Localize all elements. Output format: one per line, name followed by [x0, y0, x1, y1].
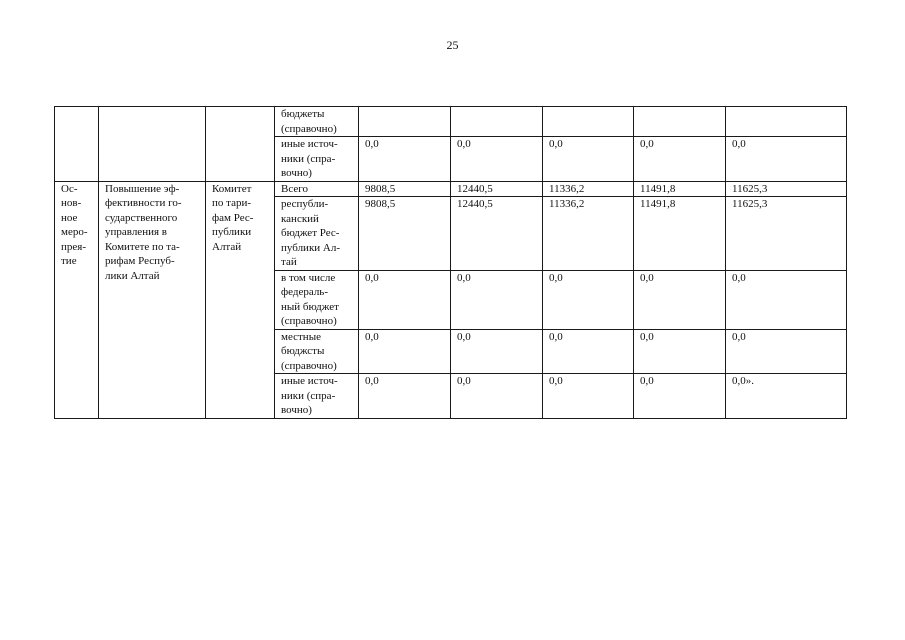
value-cell: 12440,5	[451, 181, 543, 197]
name-cell-continued	[99, 107, 206, 182]
value-cell: 0,0	[359, 270, 451, 329]
value-cell: 0,0	[451, 329, 543, 374]
value-cell: 0,0».	[726, 374, 847, 419]
value-cell	[359, 107, 451, 137]
value-cell: 0,0	[634, 329, 726, 374]
value-cell: 0,0	[359, 137, 451, 182]
value-cell: 0,0	[451, 137, 543, 182]
value-cell: 11625,3	[726, 181, 847, 197]
value-cell: 11491,8	[634, 181, 726, 197]
executor-cell: Комитет по тари- фам Рес- публики Алтай	[206, 181, 275, 418]
value-cell	[726, 107, 847, 137]
activity-name-cell: Повышение эф- фективности го- сударственного управления в Комитете по та- рифам Респуб- лики Алтай	[99, 181, 206, 418]
value-cell: 12440,5	[451, 197, 543, 271]
category-cell-continued	[55, 107, 99, 182]
source-cell: иные источ- ники (спра- вочно)	[275, 374, 359, 419]
page-number: 25	[446, 38, 459, 52]
source-cell: бюджеты (справочно)	[275, 107, 359, 137]
value-cell: 9808,5	[359, 197, 451, 271]
value-cell: 0,0	[634, 374, 726, 419]
source-cell: Всего	[275, 181, 359, 197]
value-cell: 0,0	[543, 270, 634, 329]
value-cell: 0,0	[451, 270, 543, 329]
table-row	[55, 181, 847, 197]
value-cell: 0,0	[726, 137, 847, 182]
executor-cell-continued	[206, 107, 275, 182]
value-cell: 0,0	[543, 137, 634, 182]
category-cell: Ос- нов- ное меро- прея- тие	[55, 181, 99, 418]
value-cell: 0,0	[634, 137, 726, 182]
value-cell: 11491,8	[634, 197, 726, 271]
value-cell: 0,0	[726, 270, 847, 329]
value-cell	[634, 107, 726, 137]
value-cell: 0,0	[726, 329, 847, 374]
value-cell	[543, 107, 634, 137]
source-cell: республи- канский бюджет Рес- публики Ал- тай	[275, 197, 359, 271]
value-cell: 9808,5	[359, 181, 451, 197]
value-cell: 0,0	[359, 374, 451, 419]
value-cell	[451, 107, 543, 137]
source-cell: местные бюджсты (справочно)	[275, 329, 359, 374]
value-cell: 11336,2	[543, 181, 634, 197]
table-row	[55, 107, 847, 137]
value-cell: 0,0	[543, 374, 634, 419]
value-cell: 0,0	[634, 270, 726, 329]
value-cell: 11336,2	[543, 197, 634, 271]
value-cell: 0,0	[359, 329, 451, 374]
value-cell: 11625,3	[726, 197, 847, 271]
budget-table	[54, 106, 847, 419]
source-cell: иные источ- ники (спра- вочно)	[275, 137, 359, 182]
value-cell: 0,0	[451, 374, 543, 419]
source-cell: в том числе федераль- ный бюджет (справочно)	[275, 270, 359, 329]
value-cell: 0,0	[543, 329, 634, 374]
